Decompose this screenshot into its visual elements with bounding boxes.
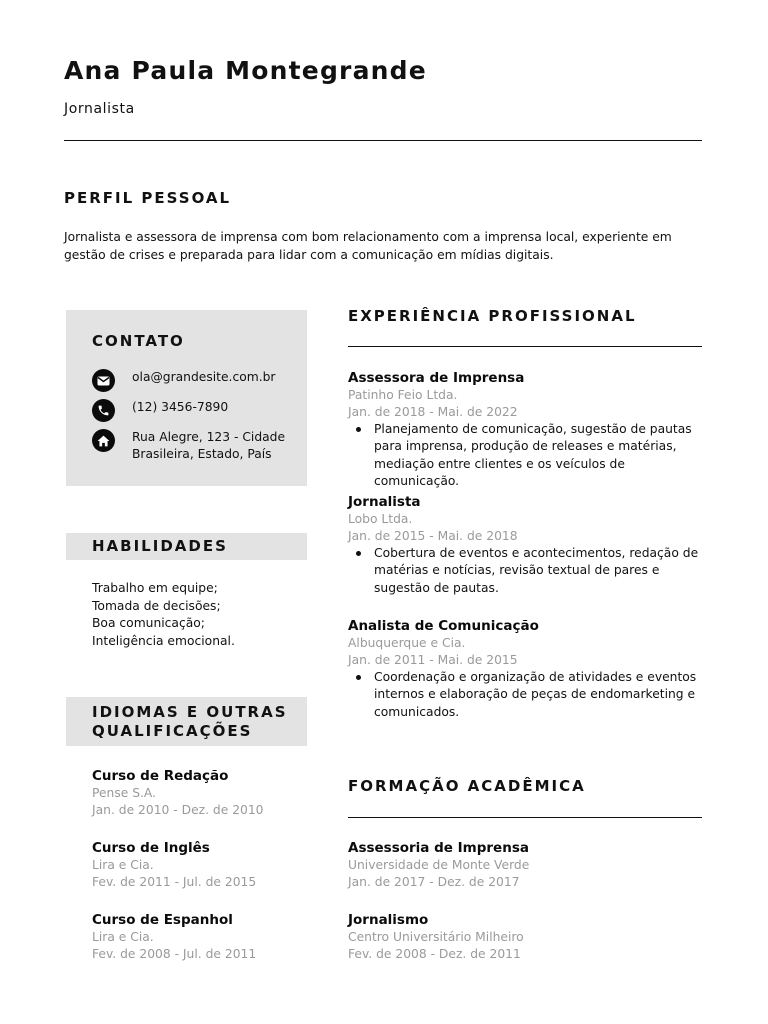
languages-heading-line1: IDIOMAS E OUTRAS: [92, 703, 288, 721]
experience-divider: [348, 346, 702, 347]
experience-heading: EXPERIÊNCIA PROFISSIONAL: [348, 307, 637, 325]
experience-title: Jornalista: [348, 494, 421, 510]
contact-email-text: ola@grandesite.com.br: [132, 370, 276, 384]
languages-heading-line2: QUALIFICAÇÕES: [92, 722, 253, 740]
qualification-org: Lira e Cia.: [92, 858, 154, 872]
experience-title: Analista de Comunicação: [348, 618, 539, 634]
phone-icon: [92, 399, 115, 422]
contact-phone-text: (12) 3456-7890: [132, 400, 229, 414]
education-org: Universidade de Monte Verde: [348, 858, 530, 872]
qualification-dates: Fev. de 2008 - Jul. de 2011: [92, 947, 257, 961]
experience-bullet: Coordenação e organização de atividades e eventos internos e elaboração de peças de endomarketing e comunicados.: [348, 669, 704, 721]
experience-entry: [348, 617, 704, 721]
education-org: Centro Universitário Milheiro: [348, 930, 524, 944]
education-title: Assessoria de Imprensa: [348, 840, 529, 856]
education-heading: FORMAÇÃO ACADÊMICA: [348, 777, 586, 795]
education-title: Jornalismo: [348, 912, 429, 928]
experience-dates: Jan. de 2018 - Mai. de 2022: [348, 405, 518, 419]
education-divider: [348, 817, 702, 818]
contact-phone: [92, 399, 302, 422]
experience-org: Patinho Feio Ltda.: [348, 388, 458, 402]
skill-item: Tomada de decisões;: [92, 598, 221, 613]
skill-item: Trabalho em equipe;: [92, 581, 218, 595]
education-entry: [348, 911, 524, 963]
contact-section: [66, 310, 307, 486]
contact-heading: CONTATO: [92, 332, 185, 350]
qualification-dates: Fev. de 2011 - Jul. de 2015: [92, 875, 257, 889]
home-icon: [92, 429, 115, 452]
candidate-role: Jornalista: [64, 101, 135, 117]
experience-dates: Jan. de 2011 - Mai. de 2015: [348, 653, 518, 667]
education-dates: Jan. de 2017 - Dez. de 2017: [348, 875, 520, 889]
experience-title: Assessora de Imprensa: [348, 370, 525, 386]
experience-entry: [348, 493, 704, 597]
skills-heading: HABILIDADES: [66, 533, 307, 560]
mail-icon: [92, 369, 115, 392]
profile-text: Jornalista e assessora de imprensa com bom relacionamento com a imprensa local, experiente em gestão de crises e preparada para lidar com a comunicação em mídias digitais.: [64, 230, 672, 262]
qualification-title: Curso de Redação: [92, 768, 229, 784]
qualification-entry: [92, 767, 263, 819]
experience-org: Albuquerque e Cia.: [348, 636, 466, 650]
experience-entry: [348, 369, 704, 491]
qualification-entry: [92, 911, 256, 963]
contact-email: [92, 369, 302, 392]
skills-list: [92, 580, 235, 650]
header-divider: [64, 140, 702, 141]
qualification-entry: [92, 839, 256, 891]
qualification-title: Curso de Espanhol: [92, 912, 233, 928]
education-entry: [348, 839, 529, 891]
skill-item: Boa comunicação;: [92, 616, 205, 631]
contact-address-text: Rua Alegre, 123 - Cidade Brasileira, Estado, País: [132, 430, 286, 461]
profile-heading: PERFIL PESSOAL: [64, 189, 232, 207]
qualification-title: Curso de Inglês: [92, 840, 210, 856]
qualification-org: Lira e Cia.: [92, 930, 154, 944]
qualification-dates: Jan. de 2010 - Dez. de 2010: [92, 803, 264, 817]
qualification-org: Pense S.A.: [92, 786, 157, 800]
experience-org: Lobo Ltda.: [348, 512, 413, 526]
contact-address: [92, 429, 302, 463]
candidate-name: Ana Paula Montegrande: [64, 56, 427, 85]
experience-bullet: Cobertura de eventos e acontecimentos, redação de matérias e notícias, revisão textual de pares e sugestão de pautas.: [348, 545, 704, 597]
languages-heading: [66, 697, 307, 746]
education-dates: Fev. de 2008 - Dez. de 2011: [348, 947, 521, 961]
skill-item: Inteligência emocional.: [92, 633, 235, 648]
experience-dates: Jan. de 2015 - Mai. de 2018: [348, 529, 518, 543]
experience-bullet: Planejamento de comunicação, sugestão de pautas para imprensa, produção de releases e matérias, mediação entre clientes e os veículos de comunicação.: [348, 421, 704, 491]
